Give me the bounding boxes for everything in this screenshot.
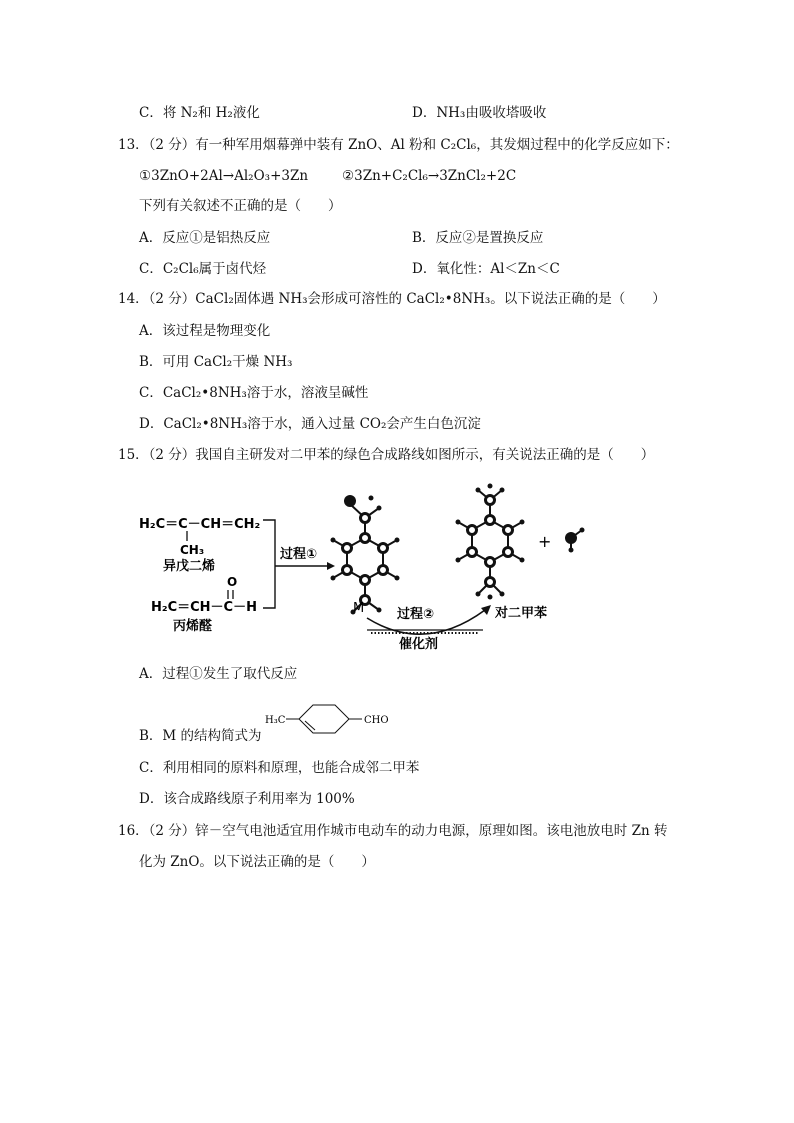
process2-arrowhead — [481, 605, 491, 615]
reactant-bracket — [263, 520, 275, 608]
structure-cho: CHO — [364, 715, 389, 726]
q13-equation-1: ①3ZnO+2Al→Al₂O₃+3Zn — [139, 168, 309, 184]
isoprene-name: 异戊二烯 — [163, 559, 216, 574]
q13-prompt: 下列有关叙述不正确的是（ ） — [139, 198, 342, 214]
q15-synthesis-diagram — [135, 478, 605, 653]
process1-arrowhead — [327, 562, 335, 570]
catalyst-label: 催化剂 — [399, 637, 439, 652]
q13-option-b: B．反应②是置换反应 — [412, 230, 544, 246]
q15-option-b: B．M 的结构简式为 — [139, 728, 262, 744]
structure-h3c: H₃C — [265, 715, 286, 726]
q15-option-c: C．利用相同的原料和原理，也能合成邻二甲苯 — [139, 760, 420, 776]
q15-option-b-structure — [265, 700, 395, 740]
q14-option-b: B．可用 CaCl₂干燥 NH₃ — [139, 354, 293, 370]
plus-sign: + — [538, 532, 552, 551]
q15-option-d: D．该合成路线原子利用率为 100% — [139, 791, 355, 807]
q14-option-a: A．该过程是物理变化 — [139, 323, 271, 339]
acrolein-o: O — [227, 575, 238, 589]
structure-ring — [299, 705, 349, 733]
m-label: M — [353, 601, 365, 616]
q13-option-a: A．反应①是铝热反应 — [139, 230, 271, 246]
q16-stem-line-1: 16．（2 分）锌－空气电池适宜用作城市电动车的动力电源，原理如图。该电池放电时 Zn 转 — [118, 823, 668, 839]
q13-equation-2: ②3Zn+C₂Cl₆→3ZnCl₂+2C — [342, 168, 517, 184]
process2-label: 过程② — [397, 607, 435, 622]
isoprene-formula: H₂C＝C－CH＝CH₂ — [139, 517, 261, 532]
product-label: 对二甲苯 — [495, 606, 548, 621]
q14-option-d: D．CaCl₂•8NH₃溶于水，通入过量 CO₂会产生白色沉淀 — [139, 416, 481, 432]
q14-option-c: C．CaCl₂•8NH₃溶于水，溶液呈碱性 — [139, 385, 369, 401]
acrolein-formula: H₂C＝CH－C－H — [151, 600, 257, 615]
q14-stem: 14．（2 分）CaCl₂固体遇 NH₃会形成可溶性的 CaCl₂•8NH₃。以下说法正确的是（ ） — [118, 291, 666, 307]
q16-stem-line-2: 化为 ZnO。以下说法正确的是（ ） — [139, 854, 375, 870]
q13-stem: 13．（2 分）有一种军用烟幕弹中装有 ZnO、Al 粉和 C₂Cl₆，其发烟过程中的化学反应如下： — [118, 137, 679, 153]
q13-option-c: C．C₂Cl₆属于卤代烃 — [139, 261, 267, 277]
process1-label: 过程① — [280, 547, 318, 562]
isoprene-ch3: CH₃ — [180, 543, 205, 557]
water-molecule — [565, 528, 585, 553]
q15-stem: 15．（2 分）我国自主研发对二甲苯的绿色合成路线如图所示，有关说法正确的是（ ） — [118, 447, 655, 463]
acrolein-name: 丙烯醛 — [173, 619, 213, 634]
q15-option-a: A．过程①发生了取代反应 — [139, 666, 298, 682]
m-oxygen-atom — [344, 495, 356, 507]
structure-double-bond — [305, 721, 315, 730]
q13-option-d: D．氧化性：Al＜Zn＜C — [412, 261, 560, 277]
q12-option-d: D．NH₃由吸收塔吸收 — [412, 105, 547, 121]
q12-option-c: C．将 N₂和 H₂液化 — [139, 105, 260, 121]
